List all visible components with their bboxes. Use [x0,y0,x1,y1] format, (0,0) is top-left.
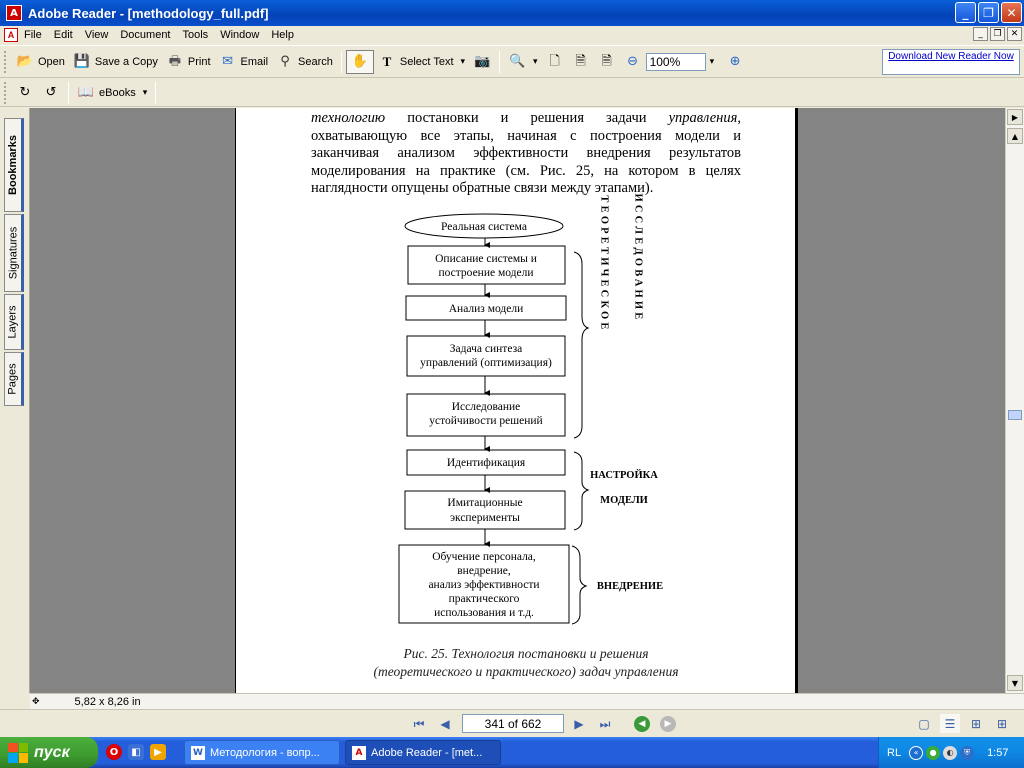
paragraph-text-1: постановки и решения задачи [385,110,669,126]
chevron-down-icon[interactable]: ▾ [142,87,148,98]
italic-term-management: управления [668,110,738,126]
printer-icon: 🖶 [168,54,182,69]
flow-box-3-line-1: Задача синтеза [449,343,523,355]
flow-box-6-line-2: эксперименты [450,512,520,524]
flow-box-1-line-2: построение модели [438,267,534,279]
menu-edit[interactable]: Edit [53,29,73,41]
taskbar-item-adobe-reader[interactable] [345,740,501,765]
language-indicator[interactable]: RL [887,746,902,759]
first-page-button[interactable]: ⏮ [413,716,425,731]
continuous-facing-layout-button[interactable]: ⊞ [996,716,1008,731]
taskbar-item-label: Методология - вопр... [210,746,320,759]
flow-box-4-line-2: устойчивости решений [429,415,543,427]
opera-icon[interactable]: O [106,744,122,760]
toolbar-separator [341,51,342,73]
zoom-in-icon: ⊕ [729,54,741,69]
document-view[interactable] [30,108,1005,693]
zoom-in-button[interactable] [722,50,748,74]
start-label: пуск [34,743,70,761]
flow-box-2-label: Анализ модели [448,303,524,315]
menu-view[interactable]: View [84,29,109,41]
doc-close-button[interactable]: ✕ [1007,27,1022,41]
secondary-toolbar [0,79,1024,107]
adobe-reader-app-icon[interactable]: A [6,5,22,21]
print-label: Print [187,55,211,68]
fit-page-button[interactable] [568,50,594,74]
scroll-down-button[interactable]: ▼ [1007,675,1023,691]
open-label: Open [38,55,65,68]
tab-signatures-label: Signatures [7,226,19,280]
flow-box-3-line-2: управлений (оптимизация) [420,357,552,369]
ebooks-button[interactable] [73,81,151,105]
rotate-clockwise-button[interactable] [12,81,38,105]
select-text-label: Select Text [399,55,454,68]
tab-pages-label: Pages [7,363,20,395]
go-forward-button[interactable]: ▶ [660,716,676,732]
word-document-icon: W [191,746,205,760]
windows-taskbar [0,737,1024,768]
scroll-thumb[interactable] [1008,410,1022,420]
group-implementation-label: ВНЕДРЕНИЕ [596,581,664,592]
flowchart-diagram [236,108,799,693]
last-page-button[interactable]: ⏭ [599,716,611,731]
menu-window[interactable]: Window [220,29,260,41]
navigation-pane [0,108,30,693]
title-bar[interactable] [0,0,1024,26]
italic-term-technology: технологию [311,110,386,126]
folder-open-icon: 📂 [16,54,34,69]
doc-minimize-button[interactable]: _ [973,27,988,41]
single-page-layout-button[interactable]: ▢ [918,716,930,731]
menu-document[interactable]: Document [120,29,171,41]
security-center-icon[interactable]: ⛨ [960,746,974,760]
flow-box-5-label: Идентификация [446,457,526,469]
go-back-button[interactable]: ◀ [634,716,650,732]
facing-layout-button[interactable]: ⊞ [970,716,982,731]
caption-line-1: Рис. 25. Технология постановки и решения [403,646,649,661]
floppy-disk-icon: 💾 [73,54,91,69]
flow-box-7-line-4: практического [448,593,520,605]
group-tuning-line-1: НАСТРОЙКА [590,470,658,481]
tab-signatures[interactable] [4,214,24,292]
flow-box-1-line-1: Описание системы и [435,253,537,265]
previous-page-button[interactable]: ◀ [440,717,450,731]
minimize-button[interactable]: _ [955,2,976,23]
toolbar-grip[interactable] [4,51,8,73]
open-button[interactable] [12,50,69,74]
tab-bookmarks[interactable] [4,118,24,212]
fit-width-button[interactable] [594,50,620,74]
antivirus-icon[interactable]: ◐ [943,746,957,760]
toolbar-grip[interactable] [4,82,8,104]
system-tray [878,737,1024,768]
save-copy-button[interactable] [69,50,162,74]
adobe-reader-icon: A [352,746,366,760]
camera-icon: 📷 [473,54,491,69]
actual-size-page-icon: 🗋 [549,54,560,69]
flow-box-4-line-1: Исследование [451,401,521,413]
window-title: Adobe Reader - [methodology_full.pdf] [28,5,269,21]
maximize-button[interactable]: ❐ [978,2,999,23]
rotate-clockwise-icon: ↻ [19,85,31,100]
paragraph-text-2: , охватывающую все этапы, начиная с построения модели и заканчивая анализом эффективности внедрения результатов моделирования на практике (см. Рис. 25, на котором в целях наглядности опущены обратные связи между этапами). [311,110,741,196]
network-status-icon[interactable]: ● [926,746,940,760]
vertical-scrollbar[interactable] [1005,108,1024,693]
zoom-level-input[interactable]: 100% [646,53,706,71]
save-copy-label: Save a Copy [94,55,158,68]
show-desktop-icon[interactable]: ◧ [128,744,144,760]
zoom-out-icon: ⊖ [627,54,639,69]
ebooks-icon: 📖 [77,85,95,100]
scroll-up-arrow-button[interactable]: ▲ [1007,128,1023,144]
hand-tool-button[interactable] [346,50,374,74]
rotate-counterclockwise-button[interactable] [38,81,64,105]
taskbar-item-label: Adobe Reader - [met... [371,746,483,759]
email-globe-icon: ✉ [222,54,233,69]
brace-model-tuning [574,452,588,530]
print-button[interactable] [162,50,215,74]
media-player-icon[interactable]: ▶ [150,744,166,760]
start-button[interactable] [0,737,98,768]
toolbar-separator [68,82,69,104]
group-research-label: ИССЛЕДОВАНИЕ [632,193,644,323]
zoom-in-magnifier-icon: 🔍 [508,54,526,69]
close-button[interactable]: ✕ [1001,2,1022,23]
fit-page-icon: 🗎 [575,54,586,69]
email-label: Email [240,55,269,68]
flow-start-label: Реальная система [441,221,527,233]
zoom-tool-button[interactable] [504,50,542,74]
doc-restore-button[interactable]: ❐ [990,27,1005,41]
page-size-bar [30,693,1024,709]
download-new-reader-link[interactable]: Download New Reader Now [882,49,1020,75]
windows-logo-icon [8,743,28,763]
caption-line-2: (теоретического и практического) задач управления [373,664,679,679]
binoculars-icon: ⚲ [280,54,290,69]
group-theoretical-label: ТЕОРЕТИЧЕСКОЕ [598,195,610,333]
page-size-readout: 5,82 x 8,26 in [74,695,141,708]
select-text-button[interactable] [374,50,469,74]
search-button[interactable] [272,50,337,74]
menu-help[interactable]: Help [271,29,294,41]
chevron-down-icon[interactable]: ▾ [533,56,538,67]
status-bar [0,709,1024,737]
ebooks-label: eBooks [99,86,136,99]
tab-layers[interactable] [4,294,24,350]
main-toolbar [0,45,1024,78]
document-icon[interactable]: A [4,28,18,42]
menu-tools[interactable]: Tools [182,29,209,41]
flow-box-3 [407,336,565,376]
flow-box-7-line-3: анализ эффективности [428,579,540,591]
toolbar-separator [499,51,500,73]
tab-bookmarks-label: Bookmarks [7,135,20,195]
actual-size-button[interactable] [542,50,568,74]
zoom-out-button[interactable] [620,50,646,74]
toolbar-separator [155,82,156,104]
page-size-expand-icon[interactable]: ✥ [32,696,40,707]
zoom-dropdown-chevron-icon[interactable]: ▾ [709,56,715,67]
flow-box-7-line-2: внедрение, [457,565,511,577]
brace-theoretical [574,252,588,438]
taskbar-item-methodology[interactable] [184,740,340,765]
scroll-up-button[interactable]: ▶ [1007,109,1023,125]
flow-box-7-line-5: использования и т.д. [434,607,534,619]
page-number-input[interactable]: 341 of 662 [462,714,564,733]
next-page-button[interactable]: ▶ [574,717,584,731]
tab-pages[interactable] [4,352,24,406]
brace-implementation [572,546,586,624]
hand-icon: ✋ [351,54,368,69]
quick-launch [106,744,166,760]
chevron-down-icon[interactable]: ▾ [460,56,466,67]
figure-caption [236,645,816,681]
system-clock: 1:57 [987,746,1009,759]
tray-expand-icon[interactable]: « [909,746,923,760]
search-label: Search [298,55,333,68]
group-tuning-line-2: МОДЕЛИ [600,495,648,506]
snapshot-button[interactable] [469,50,495,74]
fit-width-icon: 🗎 [601,54,612,69]
text-cursor-icon: T [382,54,392,69]
tab-layers-label: Layers [7,305,19,339]
continuous-layout-button[interactable]: ☰ [940,714,960,733]
flow-box-6-line-1: Имитационные [447,497,523,509]
menu-bar [0,26,1024,44]
email-button[interactable] [215,50,273,74]
menu-file[interactable]: File [24,29,42,41]
pdf-page[interactable] [235,108,798,693]
rotate-counterclockwise-icon: ↺ [45,85,57,100]
flow-box-7-line-1: Обучение персонала, [432,551,536,563]
